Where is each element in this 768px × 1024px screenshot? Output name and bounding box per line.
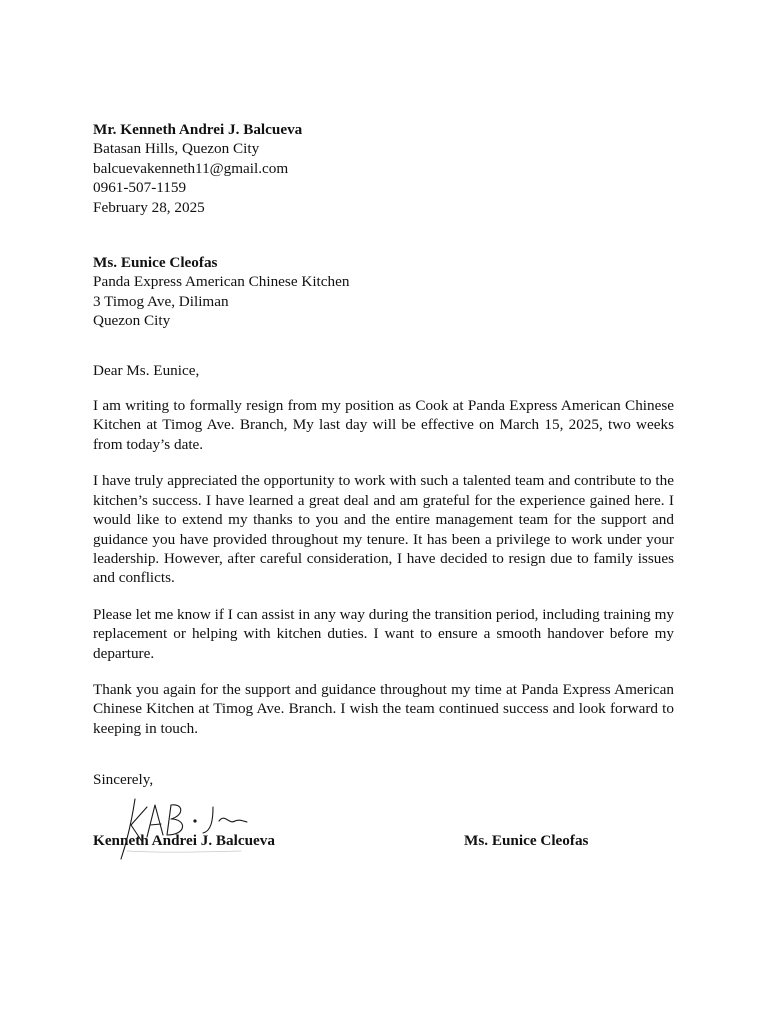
- sender-email: balcuevakenneth11@gmail.com: [93, 159, 289, 177]
- recipient-city: Quezon City: [93, 312, 171, 330]
- letter-date: February 28, 2025: [93, 198, 205, 216]
- recipient-street: 3 Timog Ave, Diliman: [93, 292, 229, 310]
- signatory-name: Kenneth Andrei J. Balcueva: [93, 831, 275, 849]
- body-paragraph-1: I am writing to formally resign from my position as Cook at Panda Express American Chinese Kitchen at Timog Ave. Branch, My last day will be effective on March 15, 2025, two weeks from today’s date.: [93, 397, 674, 453]
- body-paragraph-2: I have truly appreciated the opportunity to work with such a talented team and contribute to the kitchen’s success. I have learned a great deal and am grateful for the experience gained here. I would like to extend my thanks to you and the entire management team for the support and guidance you have provided throughout my tenure. It has been a privilege to work under your leadership. However, after careful consideration, I have decided to resign due to family issues and conflicts.: [93, 472, 674, 587]
- recipient-block: [93, 253, 674, 331]
- body-paragraph-4: Thank you again for the support and guidance throughout my time at Panda Express American Chinese Kitchen at Timog Ave. Branch. I wish the team continued success and look forward to keeping in touch.: [93, 680, 674, 737]
- letter-page: [93, 120, 674, 853]
- salutation: Dear Ms. Eunice,: [93, 361, 200, 379]
- sender-phone: 0961-507-1159: [93, 179, 187, 197]
- recipient-name: Ms. Eunice Cleofas: [93, 254, 218, 272]
- recipient-signatory-name: Ms. Eunice Cleofas: [464, 831, 589, 849]
- sender-address: Batasan Hills, Quezon City: [93, 140, 260, 158]
- closing: Sincerely,: [93, 771, 154, 789]
- signature-area: [93, 831, 674, 853]
- body-paragraph-3: Please let me know if I can assist in any way during the transition period, including training my replacement or helping with kitchen duties. I want to ensure a smooth handover before my departure.: [93, 605, 674, 662]
- sender-block: [93, 120, 674, 217]
- recipient-company: Panda Express American Chinese Kitchen: [93, 273, 350, 291]
- sender-name: Mr. Kenneth Andrei J. Balcueva: [93, 121, 303, 138]
- handwritten-signature: [113, 791, 253, 861]
